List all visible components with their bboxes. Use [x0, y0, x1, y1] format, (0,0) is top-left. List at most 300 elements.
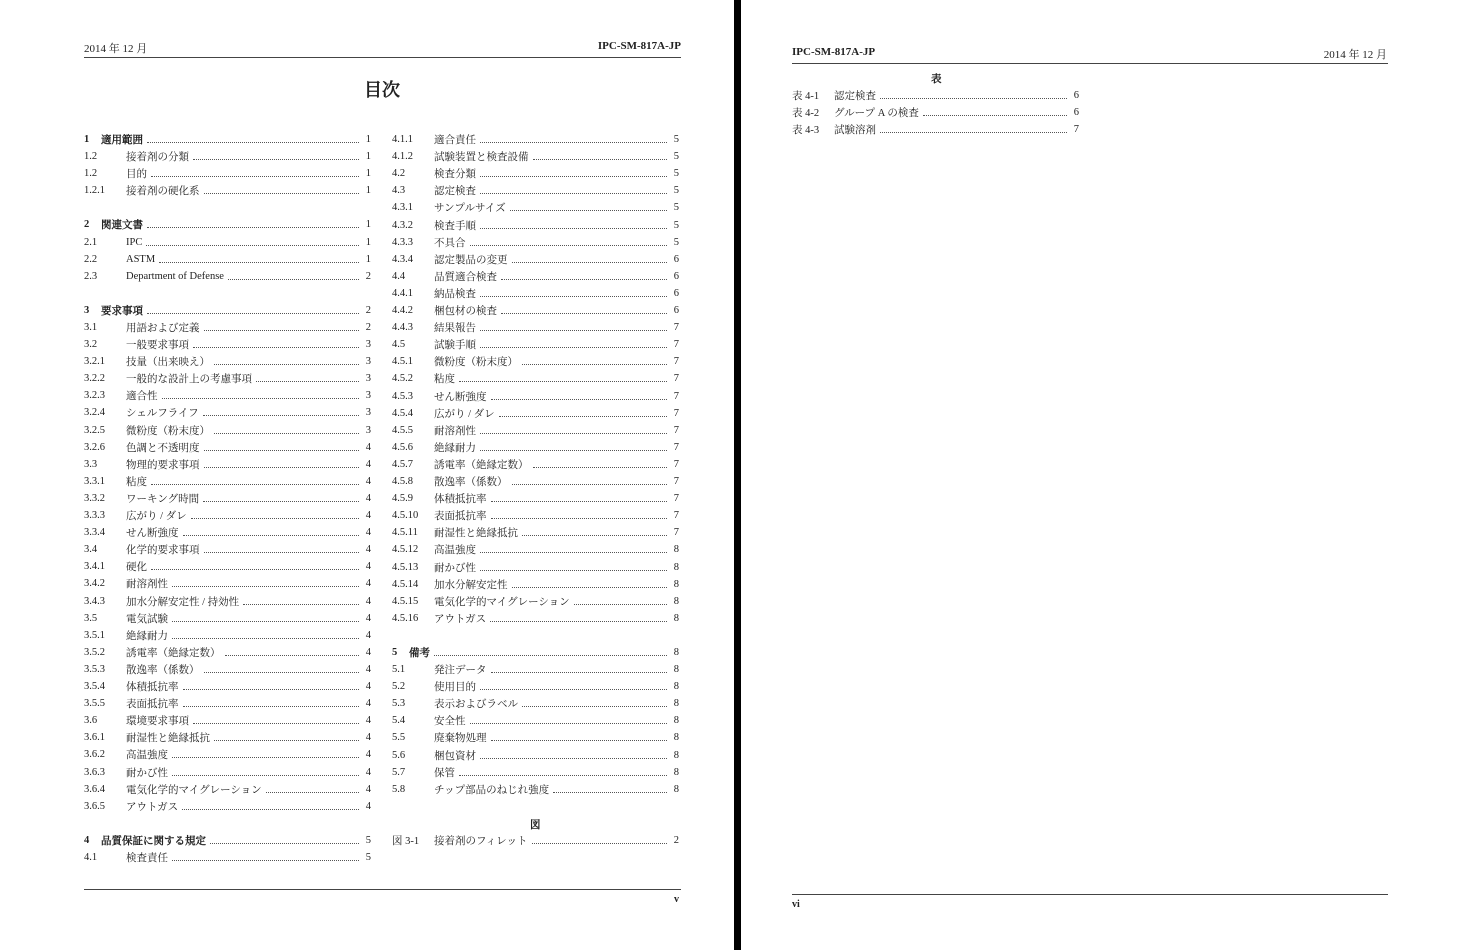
toc-entry[interactable]: [84, 370, 371, 387]
toc-entry-page: 3: [365, 407, 371, 419]
leader-dots: [151, 484, 359, 485]
toc-entry[interactable]: [392, 593, 679, 610]
toc-entry-page: 5: [673, 151, 679, 163]
toc-entry-number: 3.3.3: [84, 510, 105, 521]
toc-entry-title: 試験装置と検査設備: [434, 152, 529, 164]
toc-entry-page: 5: [365, 851, 371, 863]
toc-entry[interactable]: [392, 644, 679, 661]
toc-entry[interactable]: [392, 251, 679, 268]
toc-entry[interactable]: [84, 798, 371, 815]
toc-entry-title: 認定検査: [434, 186, 476, 198]
toc-entry[interactable]: [392, 729, 679, 746]
toc-entry-title: 適合性: [126, 391, 158, 403]
toc-entry[interactable]: [84, 541, 371, 558]
toc-entry-page: 6: [1073, 107, 1079, 119]
toc-entry-number: 3.4.1: [84, 561, 105, 573]
toc-entry-number: 5.7: [392, 766, 406, 778]
toc-entry-number: 3.4.3: [84, 595, 105, 607]
header-date: 2014 年 12 月: [1323, 49, 1387, 61]
toc-entry-number: 4.5.16: [392, 612, 419, 624]
toc-entry-title: 納品検査: [434, 288, 476, 300]
toc-entry[interactable]: [84, 558, 371, 575]
toc-entry-number: 4.5.15: [392, 595, 419, 607]
header-date: 2014 年 12 月: [84, 43, 148, 55]
toc-entry-number: 3.6.3: [84, 766, 105, 778]
toc-entry[interactable]: [392, 541, 679, 558]
leader-dots: [459, 381, 667, 382]
toc-entry-page: 5: [673, 202, 679, 214]
toc-entry[interactable]: [392, 747, 679, 764]
toc-entry-number: 4.5.10: [392, 510, 419, 522]
leader-dots: [147, 142, 359, 143]
toc-entry-title: 技量（出来映え）: [126, 357, 210, 369]
leader-dots: [204, 552, 360, 553]
right-page: [741, 0, 1474, 950]
toc-entry-title: アウトガス: [126, 801, 179, 813]
toc-entry[interactable]: [84, 353, 371, 370]
toc-entry-number: 3.6: [84, 715, 98, 727]
toc-entry-title: 電気化学的マイグレーション: [434, 596, 570, 608]
toc-entry-title: 梱包材の検査: [434, 306, 497, 317]
leader-dots: [172, 757, 359, 758]
leader-dots: [172, 586, 359, 587]
toc-entry[interactable]: [392, 148, 679, 165]
toc-entry-title: 電気化学的マイグレーション: [126, 784, 262, 796]
toc-entry[interactable]: [392, 576, 679, 593]
leader-dots: [204, 672, 360, 673]
toc-entry-title: 目的: [126, 169, 147, 181]
leader-dots: [210, 843, 359, 844]
toc-entry-title: 体積抵抗率: [126, 682, 179, 693]
toc-entry-title: 電気試験: [126, 613, 168, 625]
toc-entry[interactable]: [84, 439, 371, 456]
toc-entry-title: 環境要求事項: [126, 716, 189, 728]
toc-entry[interactable]: [392, 165, 679, 182]
leader-dots: [183, 706, 360, 707]
toc-entry[interactable]: [84, 593, 371, 610]
leader-dots: [522, 364, 667, 365]
footer-rule: [84, 889, 681, 890]
toc-entry[interactable]: [84, 319, 371, 336]
toc-entry-number: 5.5: [392, 732, 406, 744]
leader-dots: [490, 621, 667, 622]
toc-entry-title: 耐溶剤性: [434, 425, 476, 437]
toc-entry-title: 検査責任: [126, 852, 168, 864]
leader-dots: [204, 450, 360, 451]
toc-entry[interactable]: [392, 610, 679, 627]
toc-entry-title: 接着剤の分類: [126, 152, 189, 164]
toc-entry-page: 7: [673, 373, 679, 385]
toc-entry-number: 4.1.1: [392, 134, 413, 145]
toc-entry-page: 3: [365, 424, 371, 436]
toc-entry[interactable]: [392, 302, 679, 319]
leader-dots: [193, 159, 359, 160]
toc-entry-title: 認定製品の変更: [434, 254, 508, 266]
toc-entry[interactable]: [792, 121, 1079, 138]
toc-entry-title: 誘電率（絶縁定数）: [126, 647, 221, 659]
footer-rule: [792, 894, 1388, 895]
toc-entry-page: 4: [365, 458, 371, 470]
toc-entry[interactable]: [84, 575, 371, 592]
toc-entry[interactable]: [392, 764, 679, 781]
toc-entry-page: 1: [365, 236, 371, 248]
toc-entry[interactable]: [84, 456, 371, 473]
toc-entry-number: 3.4.2: [84, 578, 105, 590]
toc-entry-title: チップ部品のねじれ強度: [434, 784, 550, 796]
toc-entry-number: 4.3.4: [392, 253, 413, 265]
toc-entry-page: 1: [365, 151, 371, 163]
toc-entry-title: 品質保証に関する規定: [101, 835, 206, 847]
toc-entry-title: 微粉度（粉末度）: [126, 425, 210, 437]
toc-entry-number: 3.3.2: [84, 492, 105, 504]
toc-entry-title: 廃棄物処理: [434, 733, 487, 745]
toc-entry[interactable]: [84, 216, 371, 233]
toc-entry-title: 体積抵抗率: [434, 494, 487, 506]
toc-entry-page: 4: [365, 783, 371, 795]
toc-entry-number: 3.2: [84, 339, 98, 350]
leader-dots: [225, 655, 360, 656]
header-doc-id: IPC-SM-817A-JP: [792, 46, 876, 58]
toc-entry-title: 一般的な設計上の考慮事項: [126, 374, 252, 386]
leader-dots: [491, 672, 668, 673]
toc-entry-title: 誘電率（絶縁定数）: [434, 459, 529, 471]
leader-dots: [501, 313, 667, 314]
toc-entry-number: 5: [392, 646, 398, 658]
toc-entry-title: 保管: [434, 767, 455, 779]
toc-entry-page: 4: [365, 698, 371, 710]
toc-entry[interactable]: [84, 746, 371, 763]
toc-entry-number: 4.5.4: [392, 407, 413, 419]
toc-entry-title: 関連文書: [101, 220, 143, 232]
leader-dots: [151, 569, 359, 570]
leader-dots: [480, 193, 667, 194]
toc-entry-number: 図 3-1: [392, 836, 420, 847]
toc-entry-number: 3.2.2: [84, 373, 105, 385]
leader-dots: [574, 604, 667, 605]
header-rule: [792, 63, 1388, 64]
leader-dots: [204, 467, 360, 468]
leader-dots: [214, 364, 359, 365]
toc-entry-page: 4: [365, 595, 371, 607]
toc-entry-number: 2.2: [84, 253, 98, 265]
toc-entry-number: 2.3: [84, 270, 98, 282]
toc-entry-page: 8: [673, 578, 679, 590]
toc-entry[interactable]: [84, 507, 371, 524]
toc-entry[interactable]: [84, 404, 371, 421]
toc-entry-title: 物理的要求事項: [126, 459, 200, 471]
toc-entry-number: 4.3.3: [392, 236, 413, 248]
toc-entry-title: 色調と不透明度: [126, 442, 200, 454]
leader-dots: [183, 535, 360, 536]
toc-entry[interactable]: [84, 251, 371, 268]
toc-entry-page: 8: [673, 783, 679, 795]
leader-dots: [480, 296, 667, 297]
toc-entry-number: 3.3.1: [84, 475, 105, 487]
toc-entry-page: 7: [673, 390, 679, 402]
toc-entry-title: Department of Defense: [126, 270, 224, 282]
toc-entry-page: 5: [673, 168, 679, 180]
toc-entry[interactable]: [84, 387, 371, 404]
toc-entry-number: 4.5.12: [392, 544, 419, 556]
footer-page-number: v: [674, 894, 679, 905]
toc-entry-number: 3.5.1: [84, 629, 105, 641]
toc-entry[interactable]: [84, 131, 371, 148]
toc-entry-number: 5.8: [392, 783, 406, 795]
toc-entry-title: アウトガス: [434, 613, 487, 625]
toc-entry[interactable]: [392, 182, 679, 199]
toc-entry[interactable]: [392, 319, 679, 336]
toc-entry[interactable]: [84, 148, 371, 165]
toc-entry[interactable]: [84, 695, 371, 712]
leader-dots: [159, 262, 359, 263]
toc-entry-title: サンプルサイズ: [434, 203, 506, 215]
toc-entry[interactable]: [84, 644, 371, 661]
toc-entry[interactable]: [392, 473, 679, 490]
toc-entry-number: 3.3.4: [84, 527, 105, 539]
leader-dots: [880, 98, 1067, 99]
leader-dots: [183, 689, 360, 690]
toc-entry-page: 4: [365, 561, 371, 573]
toc-entry[interactable]: [84, 729, 371, 746]
toc-entry-title: 耐湿性と絶縁抵抗: [434, 528, 518, 540]
leader-dots: [480, 142, 667, 143]
toc-entry[interactable]: [84, 490, 371, 507]
toc-entry-title: 一般要求事項: [126, 340, 189, 351]
leader-dots: [480, 552, 667, 553]
leader-dots: [204, 330, 360, 331]
toc-entry-number: 4.5.5: [392, 424, 413, 436]
toc-entry-number: 3.6.1: [84, 732, 105, 744]
leader-dots: [532, 843, 667, 844]
toc-entry[interactable]: [392, 456, 679, 473]
toc-entry-number: 4: [84, 834, 90, 846]
toc-entry-page: 8: [673, 612, 679, 624]
toc-entry[interactable]: [392, 712, 679, 729]
toc-entry-page: 4: [365, 663, 371, 675]
toc-entry[interactable]: [84, 610, 371, 627]
toc-entry-number: 4.1: [84, 851, 98, 863]
toc-entry-title: 品質適合検査: [434, 271, 497, 283]
toc-entry-number: 5.1: [392, 664, 406, 675]
toc-entry-page: 1: [365, 134, 371, 145]
toc-entry[interactable]: [84, 473, 371, 490]
toc-entry[interactable]: [792, 87, 1079, 104]
toc-entry-title: 表示およびラベル: [434, 699, 518, 711]
toc-entry-number: 3.6.5: [84, 800, 105, 812]
toc-entry[interactable]: [392, 781, 679, 798]
toc-entry[interactable]: [84, 661, 371, 678]
toc-entry[interactable]: [392, 507, 679, 524]
toc-entry-number: 3.2.3: [84, 390, 105, 402]
toc-entry-page: 7: [673, 407, 679, 419]
toc-entry[interactable]: [392, 422, 679, 439]
toc-entry[interactable]: [84, 627, 371, 644]
toc-entry-title: 適合責任: [434, 135, 476, 146]
leader-dots: [147, 227, 359, 228]
toc-entry-page: 8: [673, 561, 679, 573]
leader-dots: [923, 115, 1067, 116]
toc-entry-title: 化学的要求事項: [126, 545, 200, 557]
toc-entry-page: 7: [673, 424, 679, 436]
page-title: 目次: [364, 80, 400, 101]
toc-entry-page: 4: [365, 681, 371, 692]
toc-entry-page: 1: [365, 219, 371, 231]
toc-entry-number: 4.4.2: [392, 305, 413, 316]
toc-entry[interactable]: [392, 405, 679, 422]
toc-entry-number: 4.2: [392, 168, 406, 180]
toc-entry[interactable]: [392, 199, 679, 216]
toc-entry-title: 梱包資材: [434, 750, 476, 762]
toc-entry-page: 8: [673, 544, 679, 556]
toc-entry-page: 1: [365, 253, 371, 265]
toc-entry[interactable]: [84, 165, 371, 182]
toc-entry[interactable]: [84, 302, 371, 319]
toc-entry[interactable]: [392, 524, 679, 541]
toc-entry-number: 4.5.9: [392, 493, 413, 505]
toc-entry-page: 6: [1073, 90, 1079, 101]
toc-entry[interactable]: [392, 388, 679, 405]
toc-entry-title: 高温強度: [126, 750, 168, 762]
toc-entry-number: 表 4-3: [792, 125, 820, 137]
toc-entry[interactable]: [392, 559, 679, 576]
toc-entry-number: 4.5.2: [392, 373, 413, 385]
toc-entry[interactable]: [392, 353, 679, 370]
toc-entry-page: 8: [673, 698, 679, 710]
leader-dots: [480, 570, 667, 571]
toc-entry-page: 7: [673, 476, 679, 487]
toc-entry-page: 5: [365, 834, 371, 846]
toc-entry-title: せん断強度: [126, 528, 179, 540]
toc-entry-title: 要求事項: [101, 305, 143, 317]
toc-entry[interactable]: [392, 217, 679, 234]
toc-entry[interactable]: [392, 439, 679, 456]
toc-entry[interactable]: [84, 832, 371, 849]
leader-dots: [522, 706, 667, 707]
toc-entry-page: 4: [365, 527, 371, 539]
toc-entry[interactable]: [84, 234, 371, 251]
footer-page-number: vi: [792, 899, 800, 910]
toc-entry[interactable]: [84, 712, 371, 729]
toc-entry-page: 2: [365, 304, 371, 316]
leader-dots: [162, 398, 360, 399]
toc-entry-title: 不具合: [434, 237, 466, 249]
toc-entry-page: 3: [365, 356, 371, 368]
toc-entry-page: 7: [673, 322, 679, 334]
toc-entry[interactable]: [84, 678, 371, 695]
toc-entry-title: 接着剤のフィレット: [434, 836, 528, 847]
leader-dots: [182, 809, 359, 810]
leader-dots: [480, 689, 667, 690]
toc-entry-page: 2: [365, 270, 371, 282]
toc-entry-page: 8: [673, 646, 679, 658]
toc-entry-title: せん断強度: [434, 391, 487, 403]
leader-dots: [256, 381, 359, 382]
toc-entry[interactable]: [392, 285, 679, 302]
toc-entry[interactable]: [84, 268, 371, 285]
toc-entry[interactable]: [392, 234, 679, 251]
toc-entry[interactable]: [792, 104, 1079, 121]
toc-entry-title: 検査分類: [434, 169, 476, 181]
toc-entry[interactable]: [392, 678, 679, 695]
leader-dots: [172, 638, 359, 639]
toc-entry-page: 2: [673, 835, 679, 846]
toc-entry-title: 接着剤の硬化系: [126, 186, 200, 198]
toc-entry-number: 5.3: [392, 698, 406, 710]
toc-entry[interactable]: [392, 336, 679, 353]
leader-dots: [172, 860, 359, 861]
toc-entry-number: 4.5.7: [392, 458, 413, 470]
leader-dots: [512, 484, 668, 485]
toc-entry-title: 加水分解安定性: [434, 579, 508, 591]
left-page: [0, 0, 734, 950]
toc-entry[interactable]: [392, 268, 679, 285]
toc-entry-page: 4: [365, 715, 371, 727]
toc-entry[interactable]: [392, 661, 679, 678]
toc-entry-number: 3.5.5: [84, 698, 105, 710]
toc-entry-number: 4.4.1: [392, 287, 413, 299]
toc-entry-number: 4.4: [392, 270, 406, 282]
toc-entry-number: 4.1.2: [392, 151, 413, 163]
toc-entry-page: 5: [673, 236, 679, 248]
toc-entry[interactable]: [84, 764, 371, 781]
toc-entry[interactable]: [84, 422, 371, 439]
toc-entry-title: 散逸率（係数）: [126, 664, 200, 676]
toc-entry[interactable]: [84, 182, 371, 199]
leader-dots: [203, 415, 359, 416]
leader-dots: [214, 433, 359, 434]
toc-entry-title: 表面抵抗率: [126, 699, 179, 711]
leader-dots: [214, 740, 359, 741]
toc-entry-page: 4: [365, 492, 371, 504]
leader-dots: [470, 245, 668, 246]
toc-entry[interactable]: [392, 490, 679, 507]
toc-entry-page: 4: [365, 766, 371, 778]
toc-entry-title: 備考: [409, 647, 430, 659]
toc-entry[interactable]: [392, 695, 679, 712]
toc-entry-number: 4.5: [392, 339, 406, 351]
toc-entry[interactable]: [84, 336, 371, 353]
toc-entry-page: 4: [365, 510, 371, 521]
toc-entry-page: 3: [365, 339, 371, 350]
toc-entry-page: 7: [673, 458, 679, 470]
toc-entry[interactable]: [392, 131, 679, 148]
leader-dots: [146, 245, 359, 246]
toc-entry-page: 8: [673, 715, 679, 727]
toc-entry-title: 耐かび性: [126, 767, 168, 779]
toc-entry-number: 3.2.4: [84, 407, 105, 419]
toc-entry-title: 高温強度: [434, 545, 476, 557]
tables-heading: 表: [931, 73, 942, 85]
toc-entry[interactable]: [84, 781, 371, 798]
toc-entry-number: 3.4: [84, 544, 98, 556]
toc-entry-title: 安全性: [434, 716, 466, 728]
toc-entry-title: 使用目的: [434, 682, 476, 694]
toc-entry-number: 1.2.1: [84, 185, 105, 197]
toc-entry-number: 3.2.1: [84, 356, 105, 368]
toc-entry-title: 試験溶剤: [834, 125, 876, 137]
toc-entry[interactable]: [392, 832, 679, 849]
toc-entry-page: 1: [365, 168, 371, 180]
leader-dots: [499, 416, 667, 417]
toc-entry-number: 2: [84, 219, 90, 231]
toc-entry-page: 6: [673, 270, 679, 282]
leader-dots: [522, 535, 667, 536]
toc-entry[interactable]: [84, 524, 371, 541]
leader-dots: [266, 792, 359, 793]
toc-entry[interactable]: [392, 370, 679, 387]
toc-entry[interactable]: [84, 849, 371, 866]
leader-dots: [193, 347, 359, 348]
